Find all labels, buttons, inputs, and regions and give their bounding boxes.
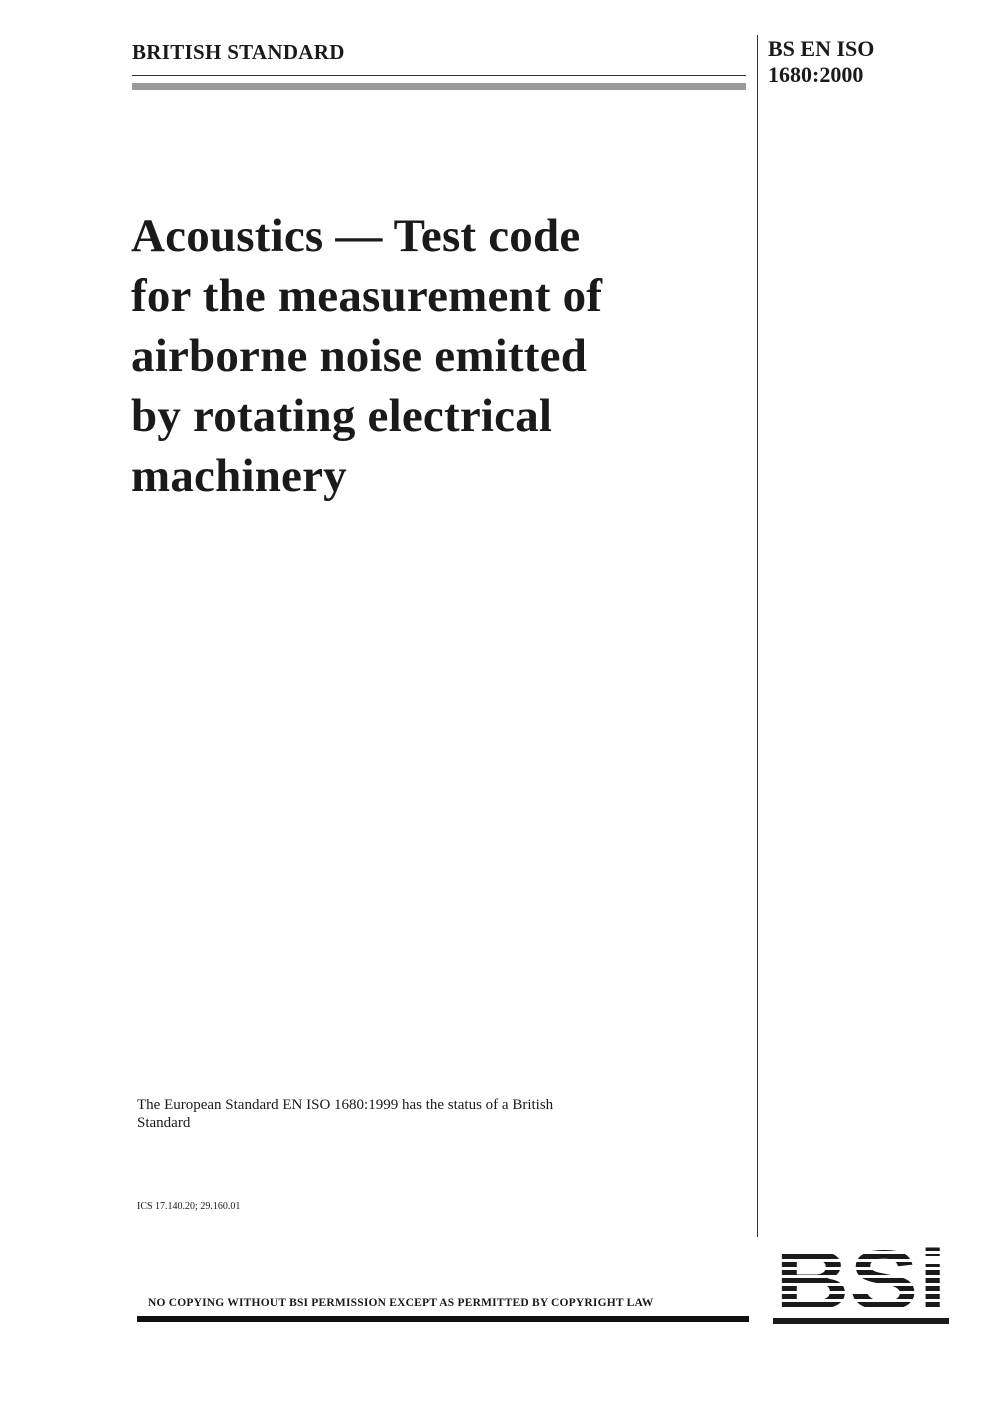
document-number — [768, 36, 874, 88]
document-number-line2: 1680:2000 — [768, 62, 864, 87]
vertical-divider — [757, 35, 758, 1237]
copyright-notice: NO COPYING WITHOUT BSI PERMISSION EXCEPT AS PERMITTED BY COPYRIGHT LAW — [148, 1297, 654, 1309]
status-statement: The European Standard EN ISO 1680:1999 has the status of a British Standard — [137, 1097, 554, 1131]
document-title — [131, 206, 731, 506]
bsi-logo — [773, 1238, 949, 1324]
title-line: airborne noise emitted — [131, 330, 588, 382]
footer-rule — [137, 1316, 749, 1322]
title-line: by rotating electrical — [131, 390, 553, 442]
document-number-line1: BS EN ISO — [768, 36, 875, 61]
ics-code: ICS 17.140.20; 29.160.01 — [137, 1201, 241, 1212]
header-thin-rule — [132, 75, 746, 76]
title-line: machinery — [131, 450, 347, 502]
standard-type-label: BRITISH STANDARD — [132, 40, 345, 64]
header-thick-rule — [132, 83, 746, 90]
title-line: for the measurement of — [131, 270, 603, 322]
title-line: Acoustics — Test code — [131, 210, 581, 262]
